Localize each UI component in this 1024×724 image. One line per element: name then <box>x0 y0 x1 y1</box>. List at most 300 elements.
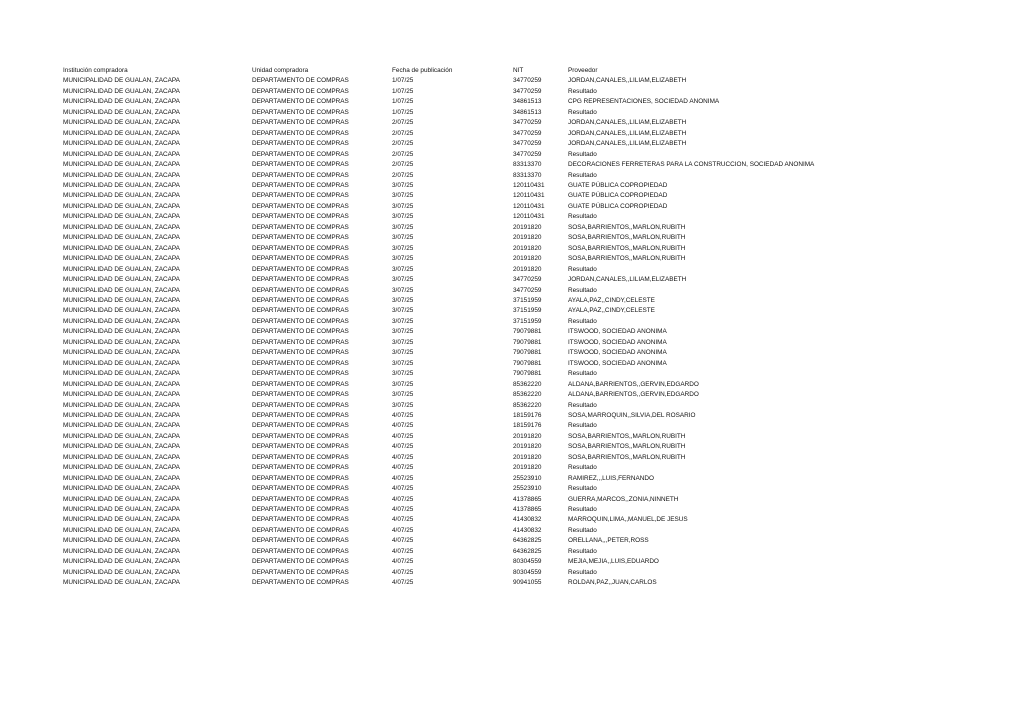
table-row <box>63 275 963 285</box>
cell-institucion: MUNICIPALIDAD DE GUALAN, ZACAPA <box>63 317 180 325</box>
cell-nit: 20191820 <box>513 464 542 472</box>
cell-unidad: DEPARTAMENTO DE COMPRAS <box>252 547 349 555</box>
cell-unidad: DEPARTAMENTO DE COMPRAS <box>252 140 349 148</box>
cell-unidad: DEPARTAMENTO DE COMPRAS <box>252 328 349 336</box>
cell-proveedor: Resultado <box>568 547 597 555</box>
cell-proveedor: Resultado <box>568 286 597 294</box>
header-institucion: Institución compradora <box>63 67 128 74</box>
table-row <box>63 411 963 421</box>
cell-institucion: MUNICIPALIDAD DE GUALAN, ZACAPA <box>63 464 180 472</box>
table-row <box>63 139 963 149</box>
cell-nit: 79079881 <box>513 370 542 378</box>
cell-proveedor: SOSA,BARRIENTOS,,MARLON,RUBITH <box>568 432 686 440</box>
table-row <box>63 265 963 275</box>
cell-institucion: MUNICIPALIDAD DE GUALAN, ZACAPA <box>63 411 180 419</box>
table-row <box>63 108 963 118</box>
cell-unidad: DEPARTAMENTO DE COMPRAS <box>252 359 349 367</box>
table-row <box>63 129 963 139</box>
cell-fecha: 3/07/25 <box>392 244 414 252</box>
cell-nit: 64362825 <box>513 537 542 545</box>
cell-proveedor: Resultado <box>568 108 597 116</box>
cell-fecha: 3/07/25 <box>392 276 414 284</box>
cell-fecha: 1/07/25 <box>392 108 414 116</box>
cell-nit: 83313370 <box>513 161 542 169</box>
header-nit: NIT <box>513 67 524 74</box>
cell-institucion: MUNICIPALIDAD DE GUALAN, ZACAPA <box>63 391 180 399</box>
cell-proveedor: GUATE PÚBLICA COPROPIEDAD <box>568 181 668 189</box>
cell-institucion: MUNICIPALIDAD DE GUALAN, ZACAPA <box>63 443 180 451</box>
cell-unidad: DEPARTAMENTO DE COMPRAS <box>252 391 349 399</box>
table-row <box>63 244 963 254</box>
cell-institucion: MUNICIPALIDAD DE GUALAN, ZACAPA <box>63 432 180 440</box>
cell-fecha: 2/07/25 <box>392 150 414 158</box>
cell-fecha: 4/07/25 <box>392 516 414 524</box>
cell-unidad: DEPARTAMENTO DE COMPRAS <box>252 349 349 357</box>
cell-proveedor: GUERRA,MARCOS,,ZONIA,NINNETH <box>568 495 679 503</box>
cell-nit: 34770259 <box>513 119 542 127</box>
cell-nit: 20191820 <box>513 255 542 263</box>
cell-proveedor: AYALA,PAZ,,CINDY,CELESTE <box>568 296 655 304</box>
cell-unidad: DEPARTAMENTO DE COMPRAS <box>252 213 349 221</box>
cell-fecha: 4/07/25 <box>392 579 414 587</box>
cell-nit: 25523910 <box>513 474 542 482</box>
cell-fecha: 4/07/25 <box>392 506 414 514</box>
cell-unidad: DEPARTAMENTO DE COMPRAS <box>252 370 349 378</box>
cell-institucion: MUNICIPALIDAD DE GUALAN, ZACAPA <box>63 485 180 493</box>
cell-institucion: MUNICIPALIDAD DE GUALAN, ZACAPA <box>63 474 180 482</box>
cell-nit: 120110431 <box>513 213 545 221</box>
cell-unidad: DEPARTAMENTO DE COMPRAS <box>252 77 349 85</box>
cell-nit: 85362220 <box>513 401 542 409</box>
cell-fecha: 3/07/25 <box>392 202 414 210</box>
cell-nit: 20191820 <box>513 244 542 252</box>
cell-nit: 79079881 <box>513 359 542 367</box>
cell-fecha: 4/07/25 <box>392 547 414 555</box>
table-body <box>63 76 963 588</box>
cell-unidad: DEPARTAMENTO DE COMPRAS <box>252 181 349 189</box>
cell-fecha: 3/07/25 <box>392 296 414 304</box>
cell-proveedor: Resultado <box>568 485 597 493</box>
cell-nit: 85362220 <box>513 380 542 388</box>
cell-nit: 79079881 <box>513 338 542 346</box>
cell-unidad: DEPARTAMENTO DE COMPRAS <box>252 453 349 461</box>
cell-proveedor: Resultado <box>568 317 597 325</box>
cell-unidad: DEPARTAMENTO DE COMPRAS <box>252 568 349 576</box>
cell-fecha: 3/07/25 <box>392 265 414 273</box>
cell-unidad: DEPARTAMENTO DE COMPRAS <box>252 234 349 242</box>
cell-fecha: 3/07/25 <box>392 181 414 189</box>
cell-nit: 37151959 <box>513 296 542 304</box>
cell-fecha: 3/07/25 <box>392 286 414 294</box>
cell-institucion: MUNICIPALIDAD DE GUALAN, ZACAPA <box>63 244 180 252</box>
cell-institucion: MUNICIPALIDAD DE GUALAN, ZACAPA <box>63 223 180 231</box>
cell-nit: 34861513 <box>513 108 542 116</box>
cell-institucion: MUNICIPALIDAD DE GUALAN, ZACAPA <box>63 328 180 336</box>
table-row <box>63 557 963 567</box>
cell-proveedor: DECORACIONES FERRETERAS PARA LA CONSTRUCCION, SOCIEDAD ANONIMA <box>568 161 815 169</box>
table-row <box>63 97 963 107</box>
table-row <box>63 536 963 546</box>
cell-institucion: MUNICIPALIDAD DE GUALAN, ZACAPA <box>63 370 180 378</box>
table-row <box>63 369 963 379</box>
cell-institucion: MUNICIPALIDAD DE GUALAN, ZACAPA <box>63 516 180 524</box>
cell-institucion: MUNICIPALIDAD DE GUALAN, ZACAPA <box>63 108 180 116</box>
cell-nit: 120110431 <box>513 202 545 210</box>
cell-proveedor: SOSA,BARRIENTOS,,MARLON,RUBITH <box>568 244 686 252</box>
cell-fecha: 3/07/25 <box>392 223 414 231</box>
table-row <box>63 223 963 233</box>
table-row <box>63 568 963 578</box>
cell-institucion: MUNICIPALIDAD DE GUALAN, ZACAPA <box>63 579 180 587</box>
cell-proveedor: ALDANA,BARRIENTOS,,GERVIN,EDGARDO <box>568 380 699 388</box>
cell-proveedor: ROLDAN,PAZ,,JUAN,CARLOS <box>568 579 657 587</box>
cell-nit: 20191820 <box>513 265 542 273</box>
cell-unidad: DEPARTAMENTO DE COMPRAS <box>252 506 349 514</box>
table-row <box>63 254 963 264</box>
cell-unidad: DEPARTAMENTO DE COMPRAS <box>252 537 349 545</box>
cell-institucion: MUNICIPALIDAD DE GUALAN, ZACAPA <box>63 349 180 357</box>
cell-unidad: DEPARTAMENTO DE COMPRAS <box>252 422 349 430</box>
cell-proveedor: JORDAN,CANALES,,LILIAM,ELIZABETH <box>568 77 687 85</box>
cell-institucion: MUNICIPALIDAD DE GUALAN, ZACAPA <box>63 453 180 461</box>
cell-unidad: DEPARTAMENTO DE COMPRAS <box>252 108 349 116</box>
table-row <box>63 547 963 557</box>
cell-unidad: DEPARTAMENTO DE COMPRAS <box>252 495 349 503</box>
cell-fecha: 4/07/25 <box>392 568 414 576</box>
table-row <box>63 118 963 128</box>
cell-nit: 41430832 <box>513 516 542 524</box>
table-row <box>63 442 963 452</box>
cell-nit: 34770259 <box>513 129 542 137</box>
header-proveedor: Proveedor <box>568 67 598 74</box>
cell-fecha: 3/07/25 <box>392 234 414 242</box>
cell-institucion: MUNICIPALIDAD DE GUALAN, ZACAPA <box>63 495 180 503</box>
cell-nit: 80304559 <box>513 568 542 576</box>
cell-fecha: 3/07/25 <box>392 391 414 399</box>
cell-fecha: 3/07/25 <box>392 328 414 336</box>
cell-proveedor: GUATE PÚBLICA COPROPIEDAD <box>568 192 668 200</box>
table-row <box>63 401 963 411</box>
cell-institucion: MUNICIPALIDAD DE GUALAN, ZACAPA <box>63 234 180 242</box>
cell-nit: 34770259 <box>513 286 542 294</box>
table-row <box>63 286 963 296</box>
cell-proveedor: JORDAN,CANALES,,LILIAM,ELIZABETH <box>568 119 687 127</box>
cell-nit: 120110431 <box>513 181 545 189</box>
cell-institucion: MUNICIPALIDAD DE GUALAN, ZACAPA <box>63 150 180 158</box>
cell-institucion: MUNICIPALIDAD DE GUALAN, ZACAPA <box>63 547 180 555</box>
table-row <box>63 453 963 463</box>
table-row <box>63 495 963 505</box>
table-row <box>63 515 963 525</box>
table-row <box>63 484 963 494</box>
table-row <box>63 296 963 306</box>
cell-fecha: 2/07/25 <box>392 171 414 179</box>
cell-nit: 79079881 <box>513 328 542 336</box>
cell-fecha: 2/07/25 <box>392 161 414 169</box>
cell-nit: 34861513 <box>513 98 542 106</box>
cell-fecha: 4/07/25 <box>392 432 414 440</box>
cell-unidad: DEPARTAMENTO DE COMPRAS <box>252 411 349 419</box>
cell-unidad: DEPARTAMENTO DE COMPRAS <box>252 161 349 169</box>
table-row <box>63 463 963 473</box>
cell-proveedor: MARROQUIN,LIMA,,MANUEL,DE JESUS <box>568 516 688 524</box>
cell-fecha: 4/07/25 <box>392 485 414 493</box>
cell-unidad: DEPARTAMENTO DE COMPRAS <box>252 516 349 524</box>
cell-institucion: MUNICIPALIDAD DE GUALAN, ZACAPA <box>63 338 180 346</box>
cell-proveedor: Resultado <box>568 422 597 430</box>
cell-nit: 79079881 <box>513 349 542 357</box>
cell-institucion: MUNICIPALIDAD DE GUALAN, ZACAPA <box>63 171 180 179</box>
cell-unidad: DEPARTAMENTO DE COMPRAS <box>252 150 349 158</box>
cell-proveedor: Resultado <box>568 265 597 273</box>
cell-fecha: 3/07/25 <box>392 307 414 315</box>
cell-unidad: DEPARTAMENTO DE COMPRAS <box>252 223 349 231</box>
table-row <box>63 578 963 588</box>
cell-unidad: DEPARTAMENTO DE COMPRAS <box>252 380 349 388</box>
cell-institucion: MUNICIPALIDAD DE GUALAN, ZACAPA <box>63 380 180 388</box>
cell-unidad: DEPARTAMENTO DE COMPRAS <box>252 485 349 493</box>
cell-proveedor: Resultado <box>568 150 597 158</box>
cell-proveedor: AYALA,PAZ,,CINDY,CELESTE <box>568 307 655 315</box>
cell-unidad: DEPARTAMENTO DE COMPRAS <box>252 202 349 210</box>
cell-unidad: DEPARTAMENTO DE COMPRAS <box>252 474 349 482</box>
cell-proveedor: SOSA,MARROQUIN,,SILVIA,DEL ROSARIO <box>568 411 696 419</box>
cell-nit: 34770259 <box>513 87 542 95</box>
cell-fecha: 1/07/25 <box>392 98 414 106</box>
cell-fecha: 3/07/25 <box>392 317 414 325</box>
cell-institucion: MUNICIPALIDAD DE GUALAN, ZACAPA <box>63 296 180 304</box>
table-row <box>63 160 963 170</box>
cell-unidad: DEPARTAMENTO DE COMPRAS <box>252 98 349 106</box>
cell-nit: 120110431 <box>513 192 545 200</box>
cell-fecha: 4/07/25 <box>392 495 414 503</box>
cell-institucion: MUNICIPALIDAD DE GUALAN, ZACAPA <box>63 359 180 367</box>
cell-fecha: 3/07/25 <box>392 380 414 388</box>
header-row <box>63 66 963 76</box>
cell-fecha: 4/07/25 <box>392 474 414 482</box>
cell-institucion: MUNICIPALIDAD DE GUALAN, ZACAPA <box>63 422 180 430</box>
cell-institucion: MUNICIPALIDAD DE GUALAN, ZACAPA <box>63 77 180 85</box>
cell-nit: 37151959 <box>513 317 542 325</box>
table-row <box>63 202 963 212</box>
cell-fecha: 3/07/25 <box>392 338 414 346</box>
cell-fecha: 4/07/25 <box>392 558 414 566</box>
cell-fecha: 2/07/25 <box>392 119 414 127</box>
cell-institucion: MUNICIPALIDAD DE GUALAN, ZACAPA <box>63 286 180 294</box>
table-row <box>63 380 963 390</box>
cell-proveedor: JORDAN,CANALES,,LILIAM,ELIZABETH <box>568 140 687 148</box>
cell-unidad: DEPARTAMENTO DE COMPRAS <box>252 432 349 440</box>
cell-nit: 37151959 <box>513 307 542 315</box>
cell-nit: 20191820 <box>513 443 542 451</box>
table-row <box>63 171 963 181</box>
cell-proveedor: SOSA,BARRIENTOS,,MARLON,RUBITH <box>568 234 686 242</box>
cell-institucion: MUNICIPALIDAD DE GUALAN, ZACAPA <box>63 202 180 210</box>
table-row <box>63 505 963 515</box>
cell-institucion: MUNICIPALIDAD DE GUALAN, ZACAPA <box>63 506 180 514</box>
cell-nit: 34770259 <box>513 150 542 158</box>
cell-institucion: MUNICIPALIDAD DE GUALAN, ZACAPA <box>63 537 180 545</box>
table-row <box>63 432 963 442</box>
cell-fecha: 4/07/25 <box>392 422 414 430</box>
cell-proveedor: Resultado <box>568 526 597 534</box>
cell-fecha: 3/07/25 <box>392 192 414 200</box>
cell-proveedor: Resultado <box>568 213 597 221</box>
table-row <box>63 76 963 86</box>
table-row <box>63 233 963 243</box>
cell-unidad: DEPARTAMENTO DE COMPRAS <box>252 265 349 273</box>
cell-proveedor: Resultado <box>568 370 597 378</box>
cell-unidad: DEPARTAMENTO DE COMPRAS <box>252 255 349 263</box>
cell-unidad: DEPARTAMENTO DE COMPRAS <box>252 464 349 472</box>
cell-proveedor: Resultado <box>568 401 597 409</box>
cell-unidad: DEPARTAMENTO DE COMPRAS <box>252 87 349 95</box>
cell-nit: 83313370 <box>513 171 542 179</box>
cell-institucion: MUNICIPALIDAD DE GUALAN, ZACAPA <box>63 401 180 409</box>
header-unidad: Unidad compradora <box>252 67 309 74</box>
cell-nit: 20191820 <box>513 432 542 440</box>
cell-nit: 25523910 <box>513 485 542 493</box>
table-row <box>63 338 963 348</box>
cell-institucion: MUNICIPALIDAD DE GUALAN, ZACAPA <box>63 161 180 169</box>
cell-proveedor: ALDANA,BARRIENTOS,,GERVIN,EDGARDO <box>568 391 699 399</box>
table-row <box>63 306 963 316</box>
table-row <box>63 474 963 484</box>
cell-nit: 34770259 <box>513 77 542 85</box>
cell-unidad: DEPARTAMENTO DE COMPRAS <box>252 443 349 451</box>
cell-unidad: DEPARTAMENTO DE COMPRAS <box>252 119 349 127</box>
cell-institucion: MUNICIPALIDAD DE GUALAN, ZACAPA <box>63 181 180 189</box>
procurement-table <box>63 66 963 589</box>
cell-fecha: 3/07/25 <box>392 213 414 221</box>
cell-nit: 64362825 <box>513 547 542 555</box>
cell-proveedor: SOSA,BARRIENTOS,,MARLON,RUBITH <box>568 223 686 231</box>
cell-nit: 18159176 <box>513 422 542 430</box>
cell-institucion: MUNICIPALIDAD DE GUALAN, ZACAPA <box>63 140 180 148</box>
cell-nit: 41378865 <box>513 495 542 503</box>
cell-institucion: MUNICIPALIDAD DE GUALAN, ZACAPA <box>63 98 180 106</box>
cell-institucion: MUNICIPALIDAD DE GUALAN, ZACAPA <box>63 87 180 95</box>
cell-proveedor: Resultado <box>568 506 597 514</box>
cell-fecha: 3/07/25 <box>392 255 414 263</box>
cell-proveedor: JORDAN,CANALES,,LILIAM,ELIZABETH <box>568 129 687 137</box>
cell-nit: 41378865 <box>513 506 542 514</box>
cell-fecha: 4/07/25 <box>392 537 414 545</box>
cell-nit: 20191820 <box>513 234 542 242</box>
cell-proveedor: Resultado <box>568 568 597 576</box>
cell-proveedor: ORELLANA,,,PETER,ROSS <box>568 537 649 545</box>
cell-nit: 18159176 <box>513 411 542 419</box>
cell-proveedor: SOSA,BARRIENTOS,,MARLON,RUBITH <box>568 255 686 263</box>
table-row <box>63 348 963 358</box>
cell-institucion: MUNICIPALIDAD DE GUALAN, ZACAPA <box>63 568 180 576</box>
cell-nit: 80304559 <box>513 558 542 566</box>
cell-fecha: 2/07/25 <box>392 140 414 148</box>
cell-fecha: 4/07/25 <box>392 464 414 472</box>
cell-fecha: 4/07/25 <box>392 526 414 534</box>
cell-institucion: MUNICIPALIDAD DE GUALAN, ZACAPA <box>63 119 180 127</box>
cell-institucion: MUNICIPALIDAD DE GUALAN, ZACAPA <box>63 276 180 284</box>
cell-proveedor: SOSA,BARRIENTOS,,MARLON,RUBITH <box>568 453 686 461</box>
cell-nit: 85362220 <box>513 391 542 399</box>
cell-proveedor: RAMIREZ,,,LUIS,FERNANDO <box>568 474 654 482</box>
header-fecha: Fecha de publicación <box>392 67 453 74</box>
cell-unidad: DEPARTAMENTO DE COMPRAS <box>252 558 349 566</box>
cell-unidad: DEPARTAMENTO DE COMPRAS <box>252 401 349 409</box>
cell-nit: 34770259 <box>513 140 542 148</box>
cell-fecha: 2/07/25 <box>392 129 414 137</box>
table-row <box>63 191 963 201</box>
cell-fecha: 4/07/25 <box>392 411 414 419</box>
cell-institucion: MUNICIPALIDAD DE GUALAN, ZACAPA <box>63 558 180 566</box>
cell-fecha: 1/07/25 <box>392 87 414 95</box>
cell-proveedor: ITSWOOD, SOCIEDAD ANONIMA <box>568 338 667 346</box>
cell-fecha: 4/07/25 <box>392 453 414 461</box>
cell-unidad: DEPARTAMENTO DE COMPRAS <box>252 171 349 179</box>
cell-proveedor: MEJIA,MEJIA,,LUIS,EDUARDO <box>568 558 659 566</box>
cell-institucion: MUNICIPALIDAD DE GUALAN, ZACAPA <box>63 526 180 534</box>
cell-unidad: DEPARTAMENTO DE COMPRAS <box>252 526 349 534</box>
cell-proveedor: Resultado <box>568 464 597 472</box>
cell-institucion: MUNICIPALIDAD DE GUALAN, ZACAPA <box>63 192 180 200</box>
cell-institucion: MUNICIPALIDAD DE GUALAN, ZACAPA <box>63 307 180 315</box>
cell-proveedor: Resultado <box>568 87 597 95</box>
cell-proveedor: ITSWOOD, SOCIEDAD ANONIMA <box>568 328 667 336</box>
cell-fecha: 3/07/25 <box>392 359 414 367</box>
table-row <box>63 87 963 97</box>
cell-institucion: MUNICIPALIDAD DE GUALAN, ZACAPA <box>63 255 180 263</box>
cell-unidad: DEPARTAMENTO DE COMPRAS <box>252 317 349 325</box>
cell-proveedor: Resultado <box>568 171 597 179</box>
table-row <box>63 390 963 400</box>
cell-proveedor: ITSWOOD, SOCIEDAD ANONIMA <box>568 359 667 367</box>
table-row <box>63 317 963 327</box>
table-row <box>63 212 963 222</box>
table-row <box>63 327 963 337</box>
cell-nit: 20191820 <box>513 453 542 461</box>
report-sheet <box>63 66 963 589</box>
cell-unidad: DEPARTAMENTO DE COMPRAS <box>252 307 349 315</box>
cell-proveedor: ITSWOOD, SOCIEDAD ANONIMA <box>568 349 667 357</box>
table-row <box>63 526 963 536</box>
cell-fecha: 3/07/25 <box>392 370 414 378</box>
table-row <box>63 150 963 160</box>
cell-fecha: 1/07/25 <box>392 77 414 85</box>
cell-institucion: MUNICIPALIDAD DE GUALAN, ZACAPA <box>63 265 180 273</box>
cell-proveedor: JORDAN,CANALES,,LILIAM,ELIZABETH <box>568 276 687 284</box>
cell-institucion: MUNICIPALIDAD DE GUALAN, ZACAPA <box>63 213 180 221</box>
table-row <box>63 359 963 369</box>
cell-nit: 90941055 <box>513 579 542 587</box>
cell-fecha: 3/07/25 <box>392 349 414 357</box>
cell-unidad: DEPARTAMENTO DE COMPRAS <box>252 129 349 137</box>
cell-proveedor: SOSA,BARRIENTOS,,MARLON,RUBITH <box>568 443 686 451</box>
table-row <box>63 421 963 431</box>
cell-proveedor: GUATE PÚBLICA COPROPIEDAD <box>568 202 668 210</box>
cell-nit: 34770259 <box>513 276 542 284</box>
cell-nit: 41430832 <box>513 526 542 534</box>
cell-unidad: DEPARTAMENTO DE COMPRAS <box>252 192 349 200</box>
cell-fecha: 3/07/25 <box>392 401 414 409</box>
cell-proveedor: CPG REPRESENTACIONES, SOCIEDAD ANONIMA <box>568 98 720 106</box>
cell-fecha: 4/07/25 <box>392 443 414 451</box>
table-row <box>63 181 963 191</box>
cell-unidad: DEPARTAMENTO DE COMPRAS <box>252 276 349 284</box>
cell-unidad: DEPARTAMENTO DE COMPRAS <box>252 296 349 304</box>
cell-unidad: DEPARTAMENTO DE COMPRAS <box>252 338 349 346</box>
cell-unidad: DEPARTAMENTO DE COMPRAS <box>252 244 349 252</box>
cell-unidad: DEPARTAMENTO DE COMPRAS <box>252 579 349 587</box>
